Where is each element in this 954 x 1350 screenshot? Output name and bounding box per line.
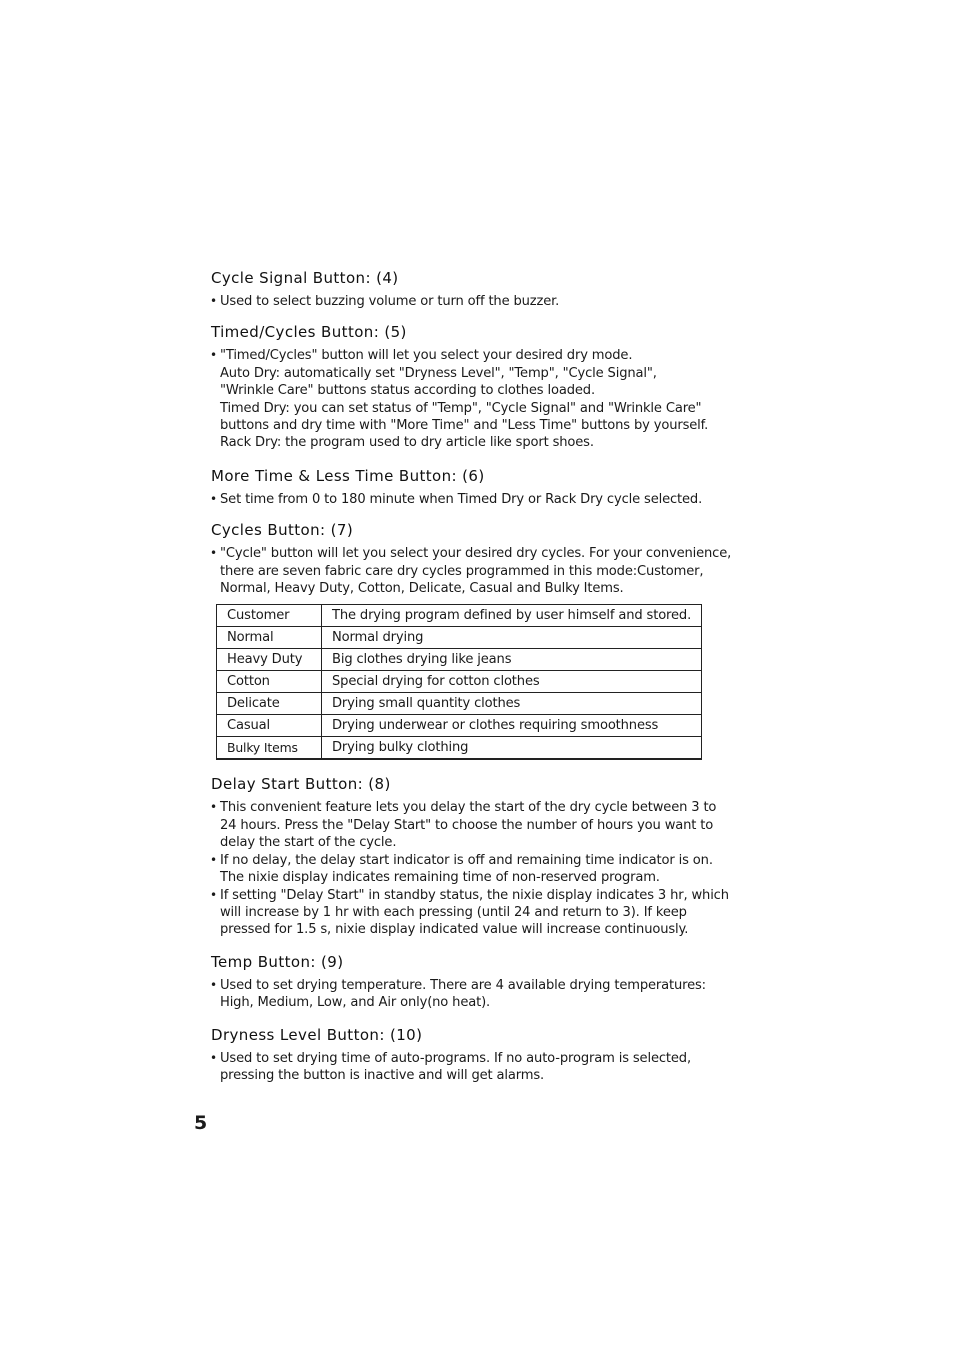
table-row [217, 649, 702, 671]
bullet-list [210, 977, 750, 1012]
text-line: delay the start of the cycle. [220, 835, 397, 851]
text-line: buttons and dry time with "More Time" and "Less Time" buttons by yourself. [220, 418, 709, 434]
cycle-description: Drying bulky clothing [322, 737, 702, 760]
text-line: pressing the button is inactive and will get alarms. [220, 1067, 545, 1083]
text-line: • This convenient feature lets you delay the start of the dry cycle between 3 to [220, 800, 717, 816]
text-line: Timed Dry: you can set status of "Temp", "Cycle Signal" and "Wrinkle Care" [220, 400, 702, 416]
bullet-item [210, 491, 750, 508]
section-title: Timed/Cycles Button: (5) [211, 323, 407, 342]
section-timed-cycles [210, 322, 750, 451]
text-line: High, Medium, Low, and Air only(no heat). [220, 995, 491, 1011]
text-line: The nixie display indicates remaining time of non-reserved program. [220, 870, 660, 886]
text-line: • Used to select buzzing volume or turn off the buzzer. [220, 294, 560, 309]
section-cycle-signal [210, 268, 750, 310]
text-line: • "Timed/Cycles" button will let you select your desired dry mode. [220, 348, 633, 364]
section-title: Delay Start Button: (8) [211, 775, 391, 794]
cycle-description: Big clothes drying like jeans [322, 649, 702, 671]
text-line: 24 hours. Press the "Delay Start" to choose the number of hours you want to [220, 817, 714, 833]
section-title: Cycle Signal Button: (4) [211, 269, 399, 287]
bullet-list [210, 293, 750, 310]
cycle-name: Casual [217, 715, 322, 737]
text-line: Auto Dry: automatically set "Dryness Level", "Temp", "Cycle Signal", [220, 365, 657, 381]
bullet-list [210, 1050, 750, 1085]
bullet-list [210, 799, 750, 938]
table-row [217, 737, 702, 760]
text-line: pressed for 1.5 s, nixie display indicated value will increase continuously. [220, 922, 689, 938]
cycle-description: Normal drying [322, 627, 702, 649]
section-temp [210, 952, 750, 1012]
section-delay-start [210, 774, 750, 938]
table-row [217, 605, 702, 627]
bullet-item [210, 347, 750, 451]
text-line: • Used to set drying temperature. There are 4 available drying temperatures: [220, 977, 706, 993]
cycle-name: Heavy Duty [217, 649, 322, 671]
text-line: • "Cycle" button will let you select your desired dry cycles. For your convenience, [220, 546, 732, 562]
manual-page [210, 268, 750, 1084]
page-number: 5 [194, 1112, 208, 1134]
cycle-description: The drying program defined by user himself and stored. [322, 605, 702, 627]
table-row [217, 715, 702, 737]
bullet-item [210, 293, 750, 310]
cycle-name: Delicate [217, 693, 322, 715]
bullet-item [210, 852, 750, 887]
bullet-item [210, 977, 750, 1012]
text-line: Rack Dry: the program used to dry article like sport shoes. [220, 435, 594, 451]
bullet-item [210, 1050, 750, 1085]
text-line: • If setting "Delay Start" in standby status, the nixie display indicates 3 hr, which [220, 887, 729, 903]
section-more-less-time [210, 466, 750, 508]
bullet-item [210, 545, 750, 597]
bullet-item [210, 887, 750, 939]
table-row [217, 627, 702, 649]
section-title: Cycles Button: (7) [211, 521, 354, 540]
text-line: • Used to set drying time of auto-programs. If no auto-program is selected, [220, 1050, 691, 1066]
text-line: Normal, Heavy Duty, Cotton, Delicate, Casual and Bulky Items. [220, 581, 624, 597]
cycles-table [216, 604, 702, 760]
section-cycles [210, 520, 750, 760]
table-row [217, 671, 702, 693]
cycle-name: Bulky Items [217, 737, 322, 760]
text-line: will increase by 1 hr with each pressing (until 24 and return to 3). If keep [220, 904, 687, 920]
bullet-list [210, 491, 750, 508]
cycle-name: Cotton [217, 671, 322, 693]
cycle-description: Drying small quantity clothes [322, 693, 702, 715]
text-line: • If no delay, the delay start indicator is off and remaining time indicator is on. [220, 852, 713, 868]
bullet-list [210, 347, 750, 451]
cycle-description: Drying underwear or clothes requiring smoothness [322, 715, 702, 737]
cycle-description: Special drying for cotton clothes [322, 671, 702, 693]
text-line: there are seven fabric care dry cycles programmed in this mode:Customer, [220, 563, 704, 579]
cycle-name: Normal [217, 627, 322, 649]
bullet-item [210, 799, 750, 851]
cycle-name: Customer [217, 605, 322, 627]
bullet-list [210, 545, 750, 597]
section-title: Temp Button: (9) [211, 952, 344, 971]
section-title: More Time & Less Time Button: (6) [211, 466, 485, 485]
text-line: • Set time from 0 to 180 minute when Timed Dry or Rack Dry cycle selected. [220, 491, 703, 507]
text-line: "Wrinkle Care" buttons status according to clothes loaded. [220, 383, 595, 399]
section-title: Dryness Level Button: (10) [211, 1025, 423, 1044]
table-row [217, 693, 702, 715]
section-dryness-level [210, 1025, 750, 1085]
